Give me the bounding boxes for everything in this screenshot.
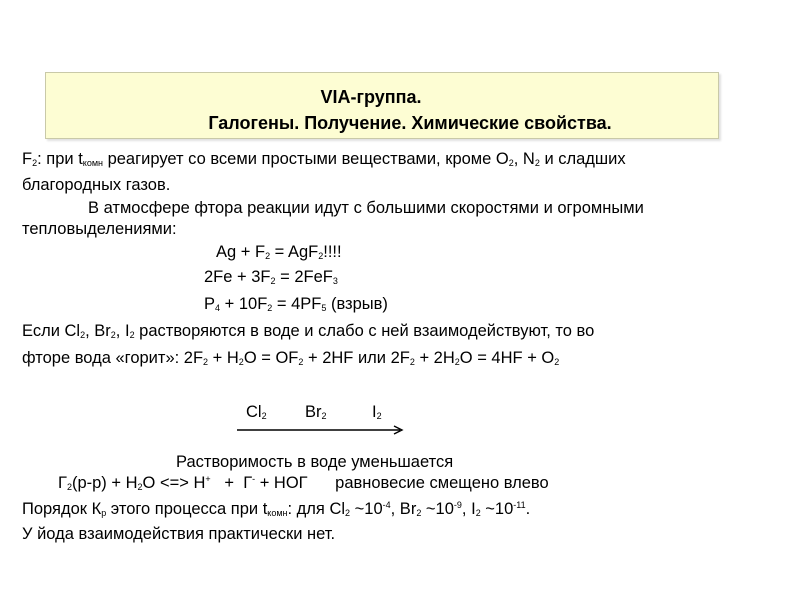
water-burns-line: фторе вода «горит»: $2F_2 + H_2O = OF_2 + 2HF$ или $2F_2 + 2H_2O = 4HF + O_2$	[22, 349, 560, 367]
reaction-p: $P_4 + 10F_2 = 4PF_5$ (взрыв)	[204, 295, 388, 313]
noble-gases-line: благородных газов.	[22, 176, 171, 194]
halogen-cl: $Cl_2$	[246, 403, 267, 421]
iodine-line: У йода взаимодействия практически нет.	[22, 525, 336, 543]
halogen-br: $Br_2$	[305, 403, 327, 421]
equilibrium-constant-line: Порядок $К_р$ этого процесса при $t_{комн}$: для $Cl_2$ $\sim 10^{-4}$, $Br_2$ $\sim 10^{-9}$, $I_2$ $\sim 10^{-11}$.	[22, 500, 531, 518]
title-line-2: Галогены. Получение. Химические свойства.	[208, 113, 612, 133]
atmosphere-line: В атмосфере фтора реакции идут с большими скоростями и огромными	[88, 199, 644, 217]
reaction-ag: $Ag + F_2 = AgF_2$!!!!	[216, 243, 342, 261]
halogen-i: $I_2$	[372, 403, 382, 421]
title-box	[45, 72, 719, 139]
solubility-decreases-line: Растворимость в воде уменьшается	[176, 453, 454, 471]
title-line-1: VIA-группа.	[320, 87, 422, 107]
halogens-water-line: Если $Cl_2$, $Br_2$, $I_2$ растворяются в воде и слабо с ней взаимодействуют, то во	[22, 322, 595, 340]
fluorine-reactivity-line: $F_2$: при $t_{комн}$ реагирует со всеми простыми веществами, кроме $O_2$, $N_2$ и сладших	[22, 150, 626, 168]
heat-release-line: тепловыделениями:	[22, 220, 177, 238]
solubility-arrow-icon	[237, 425, 407, 435]
reaction-fe: $2Fe + 3F_2 = 2FeF_3$	[204, 268, 338, 286]
hydrolysis-equation: $Г_2(р-р) + H_2O$ <=> H+ + Г- + НОГ равновесие смещено влево	[58, 474, 549, 492]
